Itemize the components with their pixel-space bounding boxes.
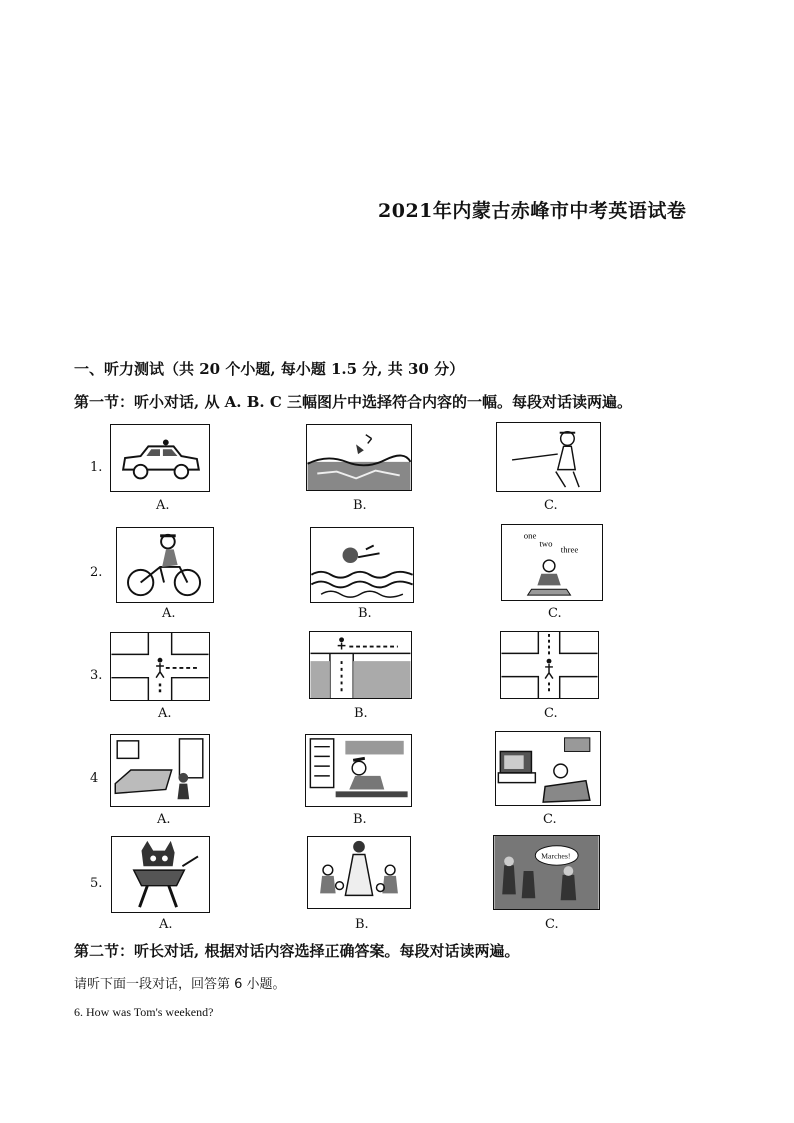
option-label: B. [358, 606, 372, 621]
option-label: A. [157, 812, 171, 827]
section-heading-listening: 一、听力测试（共 20 个小题, 每小题 1.5 分, 共 30 分） [74, 360, 465, 378]
option-label: B. [354, 706, 368, 721]
option-label: A. [159, 917, 173, 932]
picture-1c-man-fishing [496, 422, 601, 492]
option-label: C. [544, 706, 558, 721]
part-two-instruction: 第二节：听长对话, 根据对话内容选择正确答案。每段对话读两遍。 [74, 942, 520, 960]
picture-4c-tv-room [495, 731, 601, 806]
option-label: A. [162, 606, 176, 621]
option-label: A. [158, 706, 172, 721]
picture-5c-march-animals [493, 835, 600, 910]
picture-2a-cycling [116, 527, 214, 603]
picture-2b-swimming [310, 527, 414, 603]
picture-text-three: three [560, 544, 579, 555]
picture-3a-crossroad-turn [110, 632, 210, 701]
picture-3c-crossroad-straight [500, 631, 599, 699]
option-label: C. [544, 498, 558, 513]
picture-4b-study [305, 734, 412, 807]
option-label: B. [353, 812, 367, 827]
part-one-instruction: 第一节：听小对话, 从 A. B. C 三幅图片中选择符合内容的一幅。每段对话读两遍。 [74, 393, 633, 411]
picture-2c-counting [501, 524, 603, 601]
page-title: 2021年内蒙古赤峰市中考英语试卷 [378, 200, 687, 222]
picture-text-marches: Marches! [541, 851, 571, 861]
option-label: C. [543, 812, 557, 827]
picture-3b-bridge [309, 631, 412, 699]
picture-5b-snow-white [307, 836, 411, 909]
question-number: 3. [90, 668, 103, 683]
picture-1b-landscape [306, 424, 412, 491]
option-label: C. [545, 917, 559, 932]
picture-text-two: two [539, 538, 553, 549]
option-label: C. [548, 606, 562, 621]
question-number: 4 [90, 771, 99, 786]
picture-text-one: one [523, 530, 537, 541]
question-number: 1. [90, 460, 103, 475]
option-label: A. [156, 498, 170, 513]
question-6: 6. How was Tom's weekend? [74, 1005, 214, 1019]
picture-5a-cartoon-cat [111, 836, 210, 913]
option-label: B. [353, 498, 367, 513]
question-number: 2. [90, 565, 103, 580]
picture-4a-bedroom [110, 734, 210, 807]
option-label: B. [355, 917, 369, 932]
question-number: 5. [90, 876, 103, 891]
listening-instruction: 请听下面一段对话，回答第 6 小题。 [74, 977, 286, 992]
picture-1a-car [110, 424, 210, 492]
